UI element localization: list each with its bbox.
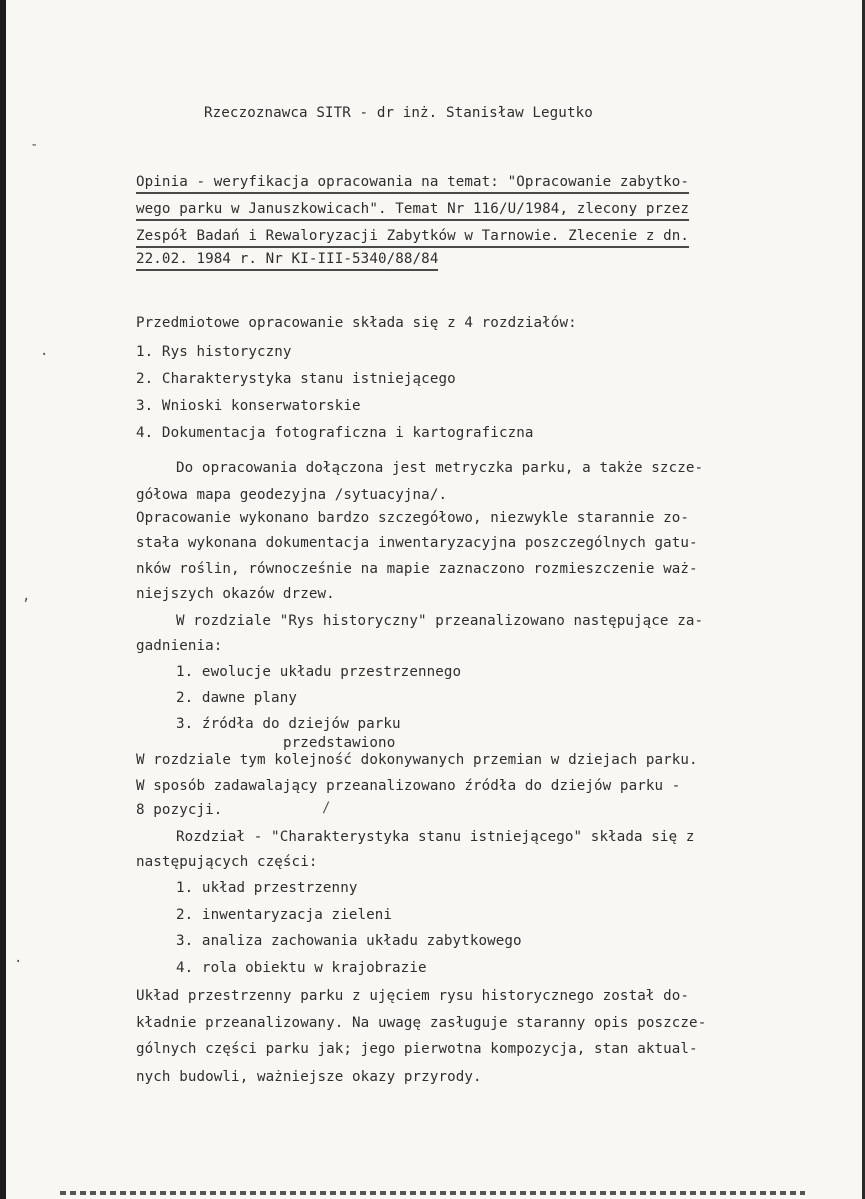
chapter-item: 2. Charakterystyka stanu istniejącego [136,371,456,387]
list-item: 2. inwentaryzacja zieleni [176,907,393,923]
punch-mark: , [22,588,31,604]
punch-mark: - [30,137,39,153]
handwritten-insertion: przedstawiono [283,735,396,751]
paragraph-line: następujących części: [136,854,318,870]
pen-mark: / [322,800,331,816]
paragraph-line: W sposób zadawalający przeanalizowano źródła do dziejów parku - [136,778,681,794]
paragraph-line: Układ przestrzenny parku z ujęciem rysu historycznego został do- [136,988,690,1004]
paragraph-line: Do opracowania dołączona jest metryczka parku, a także szcze- [176,460,704,476]
list-item: 3. źródła do dziejów parku [176,716,401,732]
title-line: Zespół Badań i Rewaloryzacji Zabytków w Tarnowie. Zlecenie z dn. [136,226,689,248]
paragraph-line: Opracowanie wykonano bardzo szczegółowo, niezwykle starannie zo- [136,510,690,526]
punch-mark: . [14,950,23,966]
intro-line: Przedmiotowe opracowanie składa się z 4 rozdziałów: [136,315,577,331]
chapter-item: 3. Wnioski konserwatorskie [136,398,361,414]
paragraph-line: 8 pozycji. [136,802,223,818]
paragraph-line: gólnych części parku jak; jego pierwotna kompozycja, stan aktual- [136,1041,698,1057]
chapter-item: 1. Rys historyczny [136,344,292,360]
scan-edge-left [0,0,6,1199]
paragraph-line: gółowa mapa geodezyjna /sytuacyjna/. [136,487,448,503]
paragraph-line: W rozdziale "Rys historyczny" przeanalizowano następujące za- [176,613,704,629]
paragraph-line: stała wykonana dokumentacja inwentaryzacyjna poszczególnych gatu- [136,535,698,551]
title-line: Opinia - weryfikacja opracowania na temat: "Opracowanie zabytko- [136,172,689,194]
chapter-item: 4. Dokumentacja fotograficzna i kartograficzna [136,425,534,441]
paragraph-line: kładnie przeanalizowany. Na uwagę zasługuje staranny opis poszcze- [136,1015,707,1031]
scan-bottom-edge [60,1191,805,1195]
paragraph-line: Rozdział - "Charakterystyka stanu istniejącego" składa się z [176,829,695,845]
header-line: Rzeczoznawca SITR - dr inż. Stanisław Legutko [204,105,593,121]
paragraph-line: gadnienia: [136,638,223,654]
list-item: 3. analiza zachowania układu zabytkowego [176,933,522,949]
punch-mark: . [40,343,49,359]
list-item: 4. rola obiektu w krajobrazie [176,960,427,976]
list-item: 1. ewolucje układu przestrzennego [176,664,462,680]
paragraph-line: niejszych okazów drzew. [136,586,335,602]
paragraph-line: nków roślin, równocześnie na mapie zaznaczono rozmieszczenie waż- [136,561,698,577]
paragraph-line: nych budowli, ważniejsze okazy przyrody. [136,1069,482,1085]
title-line: wego parku w Januszkowicach". Temat Nr 116/U/1984, zlecony przez [136,199,689,221]
title-line: 22.02. 1984 r. Nr KI-III-5340/88/84 [136,249,438,271]
list-item: 2. dawne plany [176,690,297,706]
list-item: 1. układ przestrzenny [176,880,358,896]
paragraph-line: W rozdziale tym kolejność dokonywanych przemian w dziejach parku. [136,752,698,768]
